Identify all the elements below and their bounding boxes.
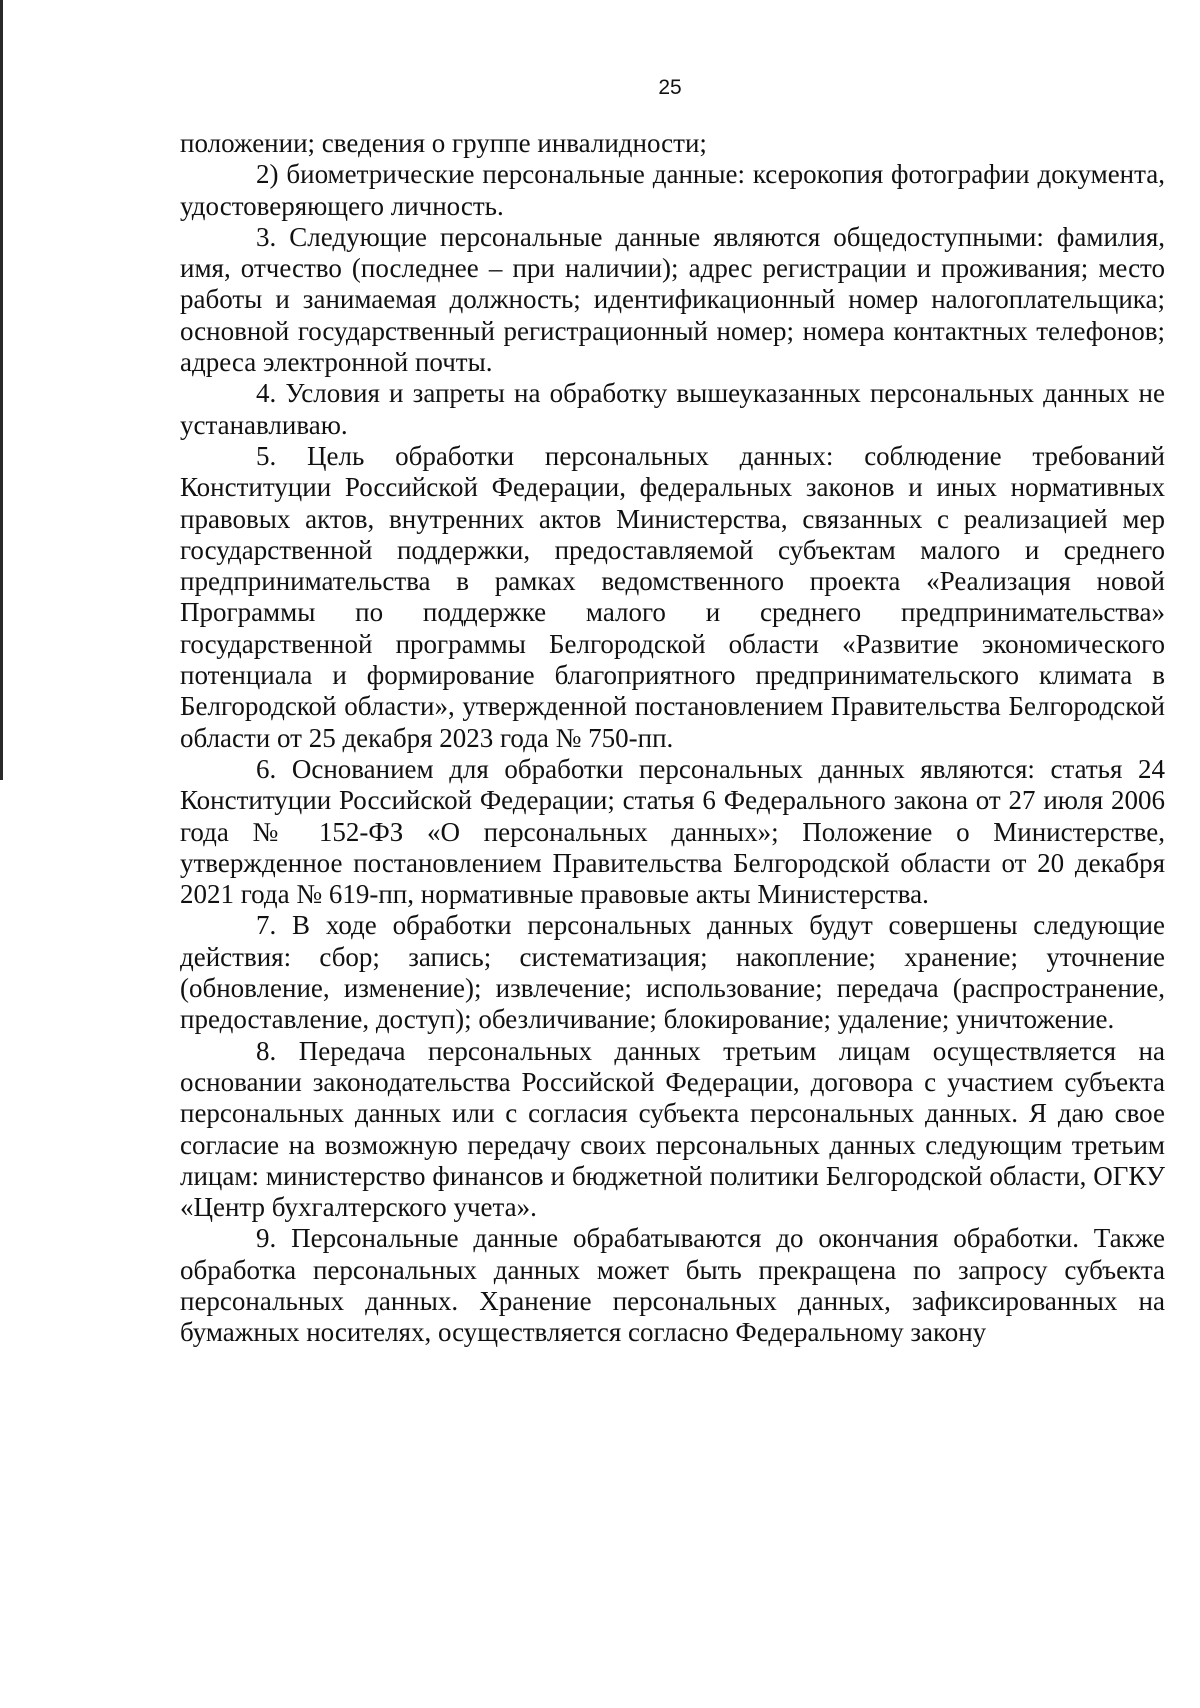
paragraph-continuation: положении; сведения о группе инвалидности; xyxy=(180,128,707,158)
paragraph-item-8: 8. Передача персональных данных третьим лицам осуществляется на основании законодательства Российской Федерации, договора с участием субъекта персональных данных или с согласия субъекта персональных данных. Я даю свое согласие на возможную передачу своих персональных данных следующим третьим лицам: министерство финансов и бюджетной политики Белгородской области, ОГКУ «Центр бухгалтерского учета». xyxy=(180,1035,1165,1223)
paragraph-item-2: 2) биометрические персональные данные: ксерокопия фотографии документа, удостоверяющего личность. xyxy=(180,159,1165,221)
scan-edge-line xyxy=(0,0,3,780)
paragraph-item-6: 6. Основанием для обработки персональных данных являются: статья 24 Конституции Российской Федерации; статья 6 Федерального закона от 27 июля 2006 года № 152-ФЗ «О персональных данных»; Положение о Министерстве, утвержденное постановлением Правительства Белгородской области от 20 декабря 2021 года № 619-пп, нормативные правовые акты Министерства. xyxy=(180,753,1165,910)
paragraph-item-5: 5. Цель обработки персональных данных: соблюдение требований Конституции Российской Федерации, федеральных законов и иных нормативных правовых актов, внутренних актов Министерства, связанных с реализацией мер государственной поддержки, предоставляемой субъектам малого и среднего предпринимательства в рамках ведомственного проекта «Реализация новой Программы по поддержке малого и среднего предпринимательства» государственной программы Белгородской области «Развитие экономического потенциала и формирование благоприятного предпринимательского климата в Белгородской области», утвержденной постановлением Правительства Белгородской области от 25 декабря 2023 года № 750-пп. xyxy=(180,440,1165,753)
paragraph-item-9: 9. Персональные данные обрабатываются до окончания обработки. Также обработка персональных данных может быть прекращена по запросу субъекта персональных данных. Хранение персональных данных, зафиксированных на бумажных носителях, осуществляется согласно Федеральному закону xyxy=(180,1223,1165,1348)
page-number: 25 xyxy=(658,76,682,99)
paragraph-item-7: 7. В ходе обработки персональных данных будут совершены следующие действия: сбор; запись; систематизация; накопление; хранение; уточнение (обновление, изменение); извлечение; использование; передача (распространение, предоставление, доступ); обезличивание; блокирование; удаление; уничтожение. xyxy=(180,910,1165,1035)
paragraph-item-4: 4. Условия и запреты на обработку вышеуказанных персональных данных не устанавливаю. xyxy=(180,378,1165,440)
paragraph-item-3: 3. Следующие персональные данные являются общедоступными: фамилия, имя, отчество (последнее – при наличии); адрес регистрации и проживания; место работы и занимаемая должность; идентификационный номер налогоплательщика; основной государственный регистрационный номер; номера контактных телефонов; адреса электронной почты. xyxy=(180,221,1165,378)
document-body xyxy=(180,128,1165,1349)
